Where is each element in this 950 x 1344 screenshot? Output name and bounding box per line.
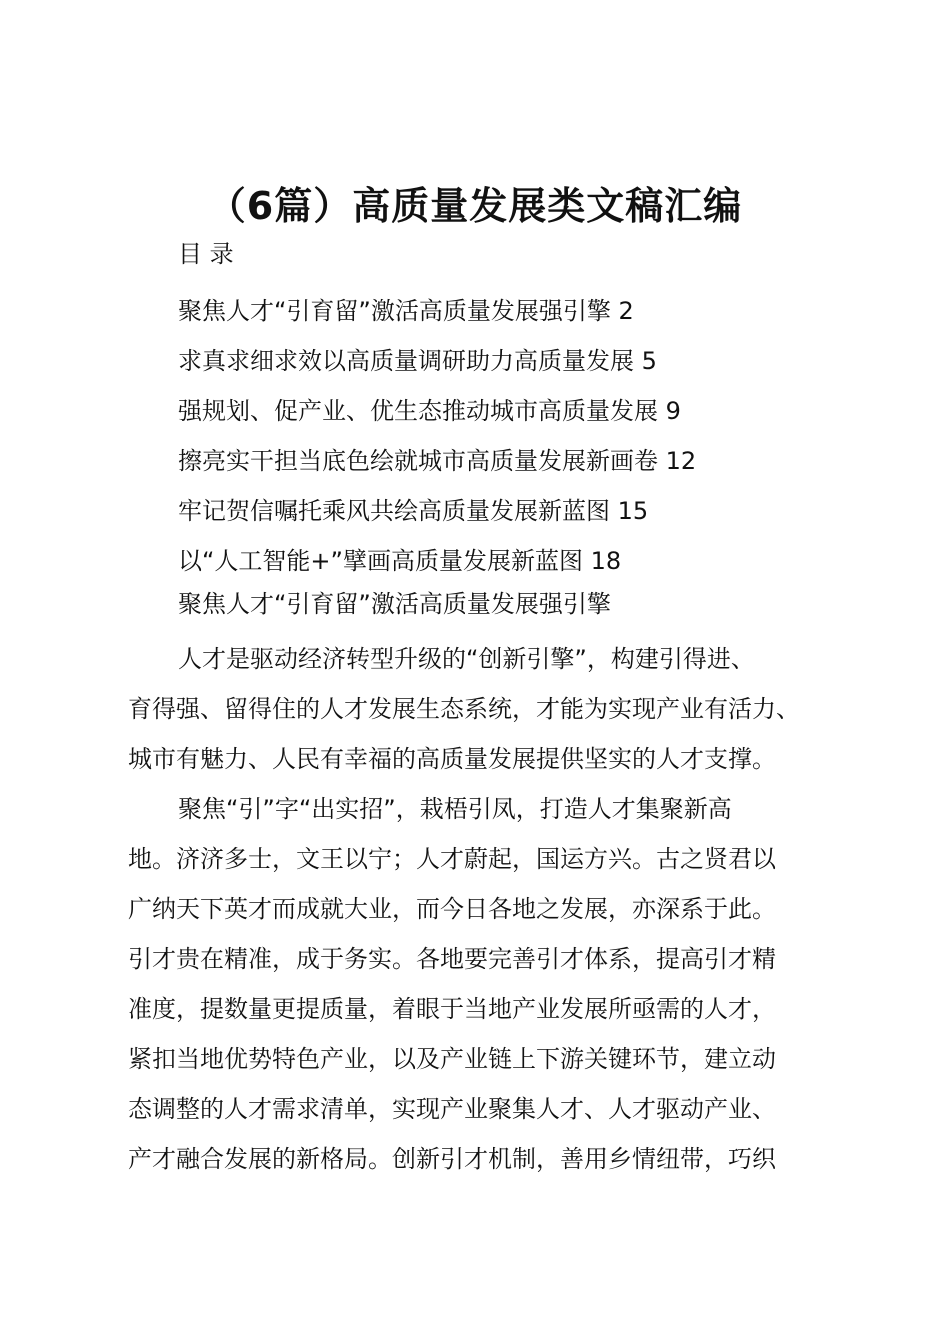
article-title: 聚焦人才“引育留”激活高质量发展强引擎	[178, 590, 611, 618]
table-of-contents	[178, 286, 696, 586]
toc-item[interactable]: 擦亮实干担当底色绘就城市高质量发展新画卷 12	[178, 447, 697, 475]
body-line: 产才融合发展的新格局。创新引才机制，善用乡情纽带，巧织	[128, 1145, 776, 1173]
body-line: 人才是驱动经济转型升级的“创新引擎”，构建引得进、	[178, 645, 755, 673]
body-line: 聚焦“引”字“出实招”，栽梧引凤，打造人才集聚新高	[178, 795, 732, 823]
toc-item[interactable]: 强规划、促产业、优生态推动城市高质量发展 9	[178, 397, 681, 425]
body-line: 态调整的人才需求清单，实现产业聚集人才、人才驱动产业、	[128, 1095, 776, 1123]
toc-item[interactable]: 聚焦人才“引育留”激活高质量发展强引擎 2	[178, 297, 634, 325]
document-title: （6篇）高质量发展类文稿汇编	[207, 184, 743, 228]
article-body	[128, 634, 848, 1184]
body-line: 引才贵在精准，成于务实。各地要完善引才体系，提高引才精	[128, 945, 776, 973]
toc-item[interactable]: 以“人工智能+”擘画高质量发展新蓝图 18	[178, 547, 622, 575]
body-line: 广纳天下英才而成就大业，而今日各地之发展，亦深系于此。	[128, 895, 776, 923]
body-line: 准度，提数量更提质量，着眼于当地产业发展所亟需的人才，	[128, 995, 776, 1023]
toc-item[interactable]: 牢记贺信嘱托乘风共绘高质量发展新蓝图 15	[178, 497, 649, 525]
body-line: 地。济济多士，文王以宁；人才蔚起，国运方兴。古之贤君以	[128, 845, 776, 873]
toc-heading: 目 录	[178, 240, 234, 268]
body-line: 紧扣当地优势特色产业，以及产业链上下游关键环节，建立动	[128, 1045, 776, 1073]
toc-item[interactable]: 求真求细求效以高质量调研助力高质量发展 5	[178, 347, 657, 375]
body-line: 城市有魅力、人民有幸福的高质量发展提供坚实的人才支撑。	[128, 745, 776, 773]
body-line: 育得强、留得住的人才发展生态系统，才能为实现产业有活力、	[128, 695, 800, 723]
